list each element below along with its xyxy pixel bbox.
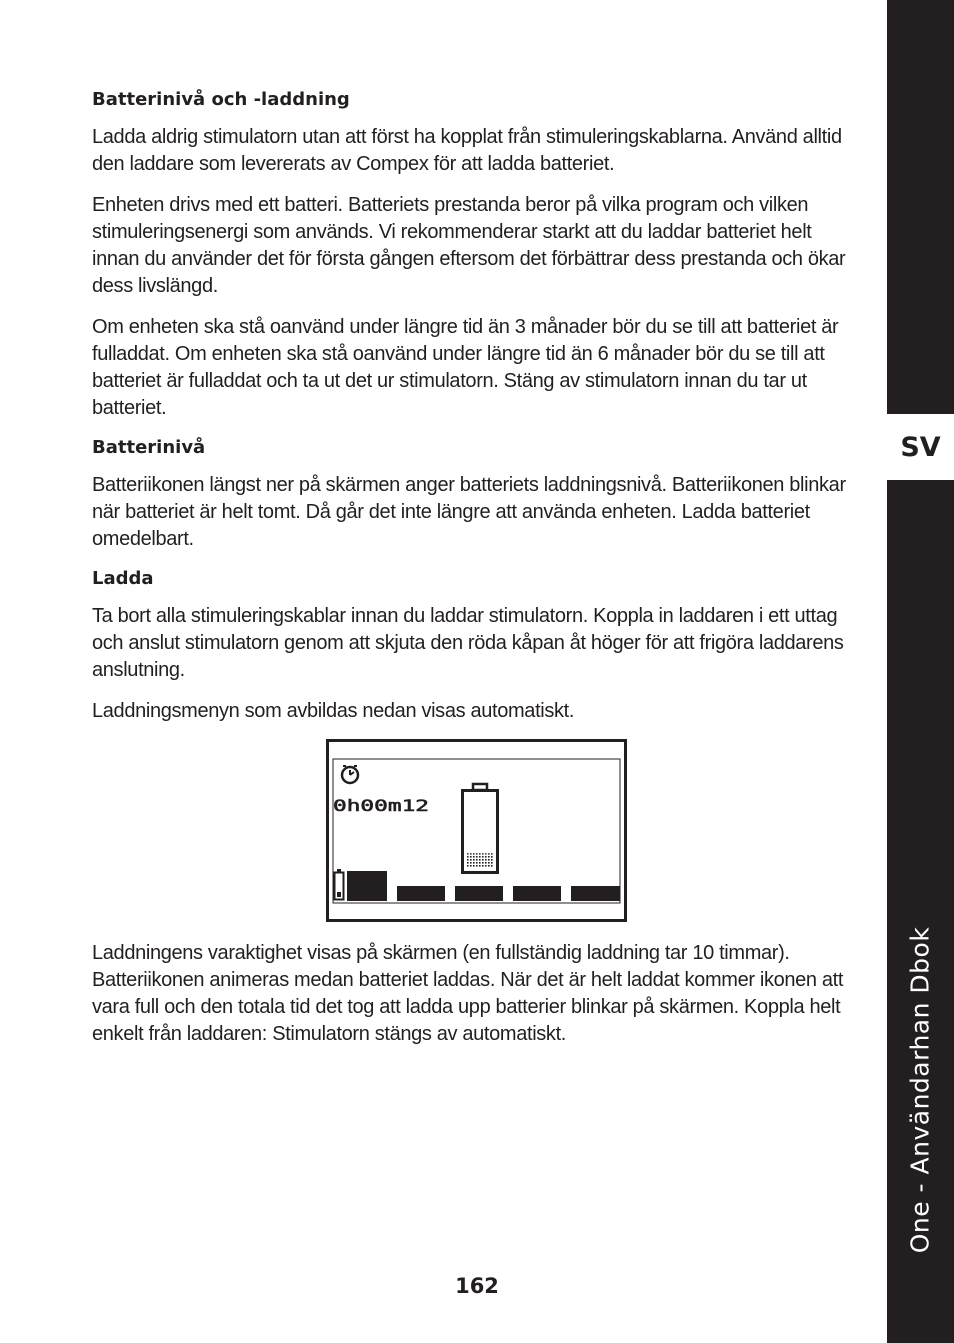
page-content — [92, 88, 862, 1062]
paragraph: Laddningsmenyn som avbildas nedan visas automatiskt. — [92, 700, 575, 722]
status-segment — [513, 886, 561, 901]
section-heading: Ladda — [92, 568, 154, 589]
paragraph: Laddningens varaktighet visas på skärmen (en fullständig laddning tar 10 timmar). Batteriikonen animeras medan batteriet laddas. När det är helt laddat kommer ikonen att vara full och den totala tid det tog att ladda upp batterier blinkar på skärmen. Koppla helt enkelt från laddaren: Stimulatorn stängs av automatiskt. — [92, 942, 844, 1045]
sidebar-title: One - Användarhan Dbok — [905, 926, 935, 1254]
page-number: 162 — [455, 1274, 499, 1298]
status-segment — [571, 886, 620, 901]
paragraph: Enheten drivs med ett batteri. Batteriets prestanda beror på vilka program och vilken stimuleringsenergi som används. Vi rekommenderar starkt att du laddar batteriet helt innan du använder det för första gången eftersom det förbättrar dess prestanda och ökar dess livslängd. — [92, 194, 846, 297]
small-battery-icon — [335, 869, 344, 900]
paragraph: Batteriikonen längst ner på skärmen anger batteriets laddningsnivå. Batteriikonen blinkar när batteriet är helt tomt. Då går det inte längre att använda enheten. Ladda batteriet omedelbart. — [92, 474, 846, 550]
paragraph: Ta bort alla stimuleringskablar innan du laddar stimulatorn. Koppla in laddaren i ett uttag och anslut stimulatorn genom att skjuta den röda kåpan åt höger för att frigöra laddarens anslutning. — [92, 605, 844, 681]
charging-screen-figure — [326, 739, 627, 922]
language-tab — [887, 414, 954, 480]
paragraph: Ladda aldrig stimulatorn utan att först ha kopplat från stimuleringskablarna. Använd alltid den laddare som levererats av Compex för att ladda batteriet. — [92, 126, 842, 175]
charging-screen — [326, 739, 627, 922]
section-heading: Batterinivå och -laddning — [92, 89, 350, 110]
battery-fill — [467, 853, 493, 868]
charging-timer: 0h00m12 — [333, 796, 429, 815]
status-segment — [455, 886, 503, 901]
paragraph: Om enheten ska stå oanvänd under längre tid än 3 månader bör du se till att batteriet är fulladdat. Om enheten ska stå oanvänd under längre tid än 6 månader bör du se till att batteriet är fulladdat och ta ut det ur stimulatorn. Stäng av stimulatorn innan du tar ut batteriet. — [92, 316, 839, 419]
battery-charging-icon — [463, 784, 498, 873]
language-tab-label: SV — [900, 431, 941, 463]
section-heading: Batterinivå — [92, 437, 206, 458]
status-segment — [397, 886, 445, 901]
status-block — [347, 871, 387, 901]
